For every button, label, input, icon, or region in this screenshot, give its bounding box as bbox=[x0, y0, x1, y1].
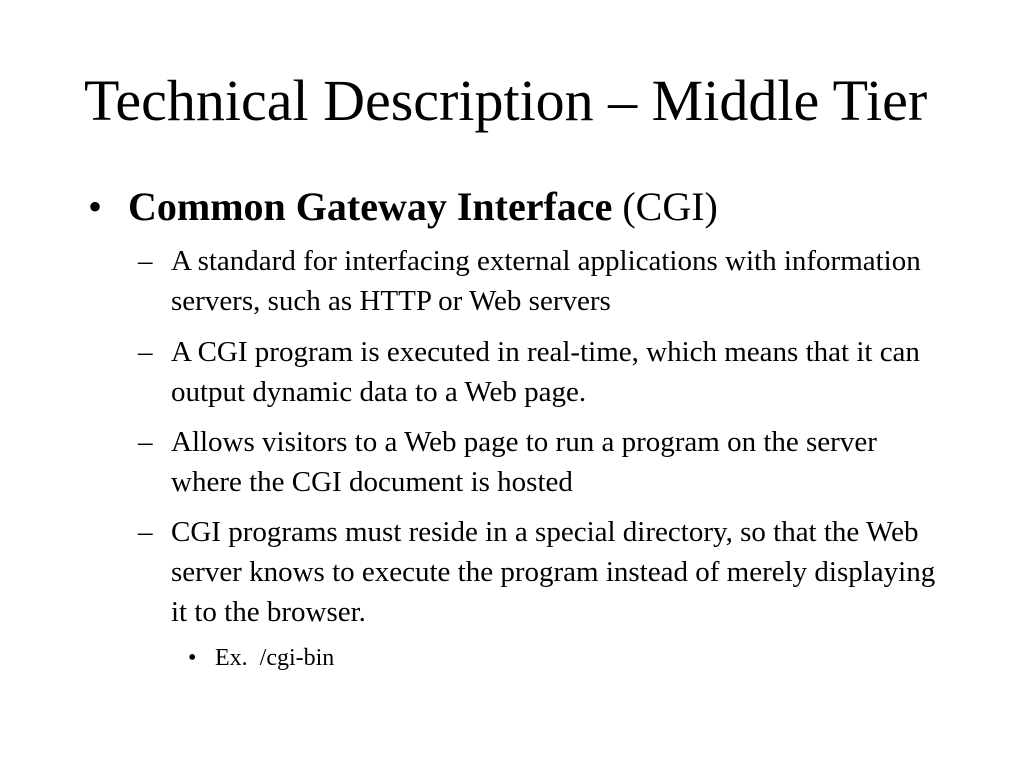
dash-marker: – bbox=[138, 426, 153, 458]
sub-bullet-text: A CGI program is executed in real-time, which means that it can output dynamic data to a Web page. bbox=[171, 336, 920, 408]
slide-title: Technical Description – Middle Tier bbox=[84, 68, 928, 133]
bullet-marker: • bbox=[88, 184, 103, 229]
main-bullet-plain-text: (CGI) bbox=[612, 184, 718, 229]
dash-marker: – bbox=[138, 516, 153, 548]
sub-bullet-text: CGI programs must reside in a special directory, so that the Web server knows to execute the program instead of merely displaying it to the browser. bbox=[171, 516, 936, 628]
dash-marker: – bbox=[138, 245, 153, 277]
bullet-marker: • bbox=[188, 645, 197, 671]
main-bullet-text bbox=[128, 183, 718, 231]
dash-marker: – bbox=[138, 336, 153, 368]
third-bullet-text: Ex. /cgi-bin bbox=[215, 645, 335, 671]
sub-bullet-text: Allows visitors to a Web page to run a program on the server where the CGI document is hosted bbox=[171, 426, 877, 498]
sub-bullet-text: A standard for interfacing external applications with information servers, such as HTTP or Web servers bbox=[171, 245, 921, 317]
main-bullet-bold-text: Common Gateway Interface bbox=[128, 184, 613, 229]
